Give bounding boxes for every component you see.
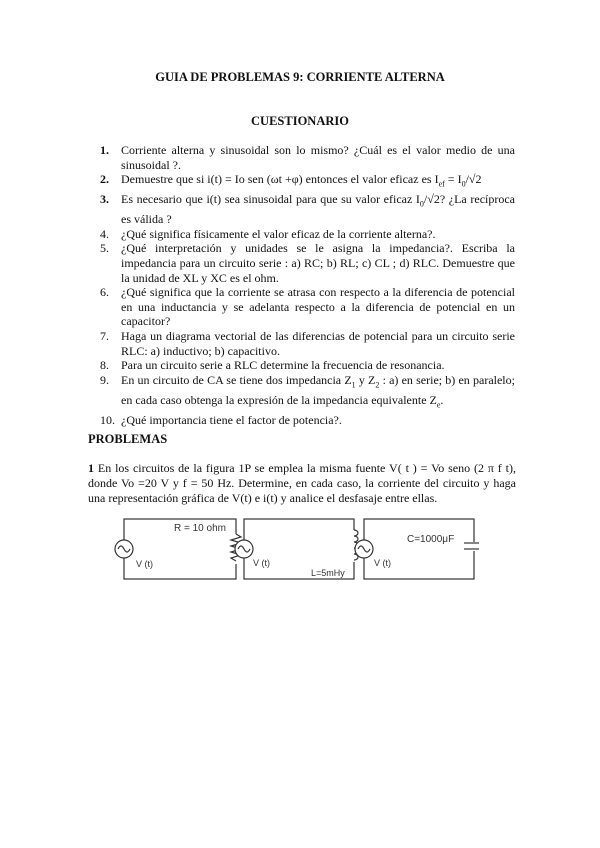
list-item: 9. En un circuito de CA se tiene dos impedancia $Z_1$ y $Z_2$ : a) en serie; b) en paralelo; en cada caso obtenga la expresión de la impedancia equivalente $Z_e$.	[100, 372, 515, 410]
section-title-cuestionario: CUESTIONARIO	[251, 114, 349, 128]
section-title-problemas: PROBLEMAS	[88, 432, 168, 446]
list-item: 3. Es necesario que i(t) sea sinusoidal para que su valor eficaz $I_0/√2$? ¿La recíproca es válida ?	[100, 192, 515, 227]
list-item: 4. ¿Qué significa físicamente el valor eficaz de la corriente alterna?.	[100, 226, 436, 241]
list-item: 2. Demuestre que si i(t) = Io sen (ωt +φ) entonces el valor eficaz es $I_{ef} = I_0/√2$	[100, 172, 482, 189]
circuit-figure	[110, 512, 490, 584]
resistor-label: R = 10 ohm	[174, 523, 226, 534]
list-item: 5. ¿Qué interpretación y unidades se le asigna la impedancia?. Escriba la impedancia para un circuito serie : a) RC; b) RL; c) CL ; d) RLC. Demuestre que la unidad de XL y XC es el ohm.	[100, 241, 515, 285]
question-list	[100, 143, 515, 427]
list-item: 7. Haga un diagrama vectorial de las diferencias de potencial para un circuito serie RLC: a) inductivo; b) capacitivo.	[100, 328, 515, 358]
list-item: 6. ¿Qué significa que la corriente se atrasa con respecto a la diferencia de potencial en una inductancia y se adelanta respecto a la diferencia de potencial en un capacitor?	[100, 285, 515, 329]
capacitor-label: C=1000μF	[407, 534, 455, 545]
circuit-capacitor	[355, 519, 480, 579]
inductor-label: L=5mHy	[311, 568, 345, 578]
list-item: 10. ¿Qué importancia tiene el factor de potencia?.	[100, 412, 342, 427]
list-item: 1. Corriente alterna y sinusoidal son lo mismo? ¿Cuál es el valor medio de una sinusoidal ?.	[100, 143, 515, 172]
source-label: V (t)	[374, 558, 391, 568]
source-label: V (t)	[253, 558, 270, 568]
list-item: 8. Para un circuito serie a RLC determine la frecuencia de resonancia.	[100, 358, 445, 373]
problem-1-text: 1 En los circuitos de la figura 1P se emplea la misma fuente V( t ) = Vo seno (2 π f t), donde Vo =20 V y f = 50 Hz. Determine, en cada caso, la corriente del circuito y haga una representación gráfica de V(t) e i(t) y analice el desfasaje entre ellas.	[88, 461, 516, 505]
page-title: GUIA DE PROBLEMAS 9: CORRIENTE ALTERNA	[155, 70, 445, 84]
source-label: V (t)	[136, 559, 153, 569]
